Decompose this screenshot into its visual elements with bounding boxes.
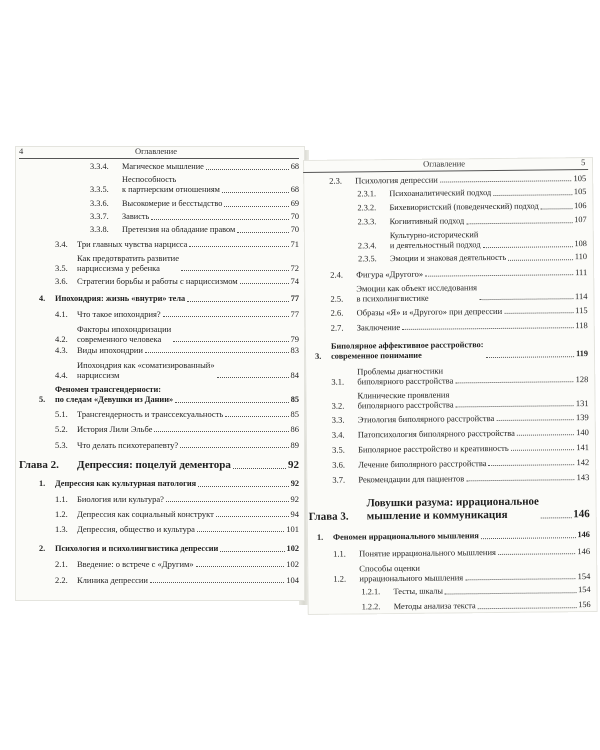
entry-page-number: 68 [290, 185, 299, 194]
dot-leader [173, 341, 288, 342]
dot-leader [478, 607, 577, 609]
entry-page-number: 105 [573, 173, 587, 184]
dot-leader [237, 232, 288, 233]
left-toc-entry [55, 360, 299, 380]
entry-page-number: 128 [575, 374, 589, 385]
entry-title: Методы анализа текста [393, 601, 476, 612]
entry-title: Ловушки разума: иррациональное мышление и коммуникация [366, 495, 539, 523]
dot-leader [541, 517, 571, 518]
entry-page-number: 85 [290, 409, 299, 419]
left-page [15, 146, 305, 601]
right-toc-entry [357, 187, 586, 199]
entry-title: Факторы ипохондризации современного человека [77, 324, 172, 344]
entry-page-number: 92 [290, 494, 299, 504]
entry-number: 3.3. [331, 414, 345, 425]
entry-title: Феномен трансгендерности: по следам «Девушки из Дании» [55, 385, 174, 404]
entry-page-number: 86 [290, 424, 299, 434]
dot-leader [222, 192, 289, 193]
entry-page-number: 119 [575, 349, 589, 359]
entry-number: 1.1. [333, 548, 346, 559]
entry-page-number: 146 [573, 508, 590, 521]
entry-title: Феномен иррационального мышления [332, 531, 479, 542]
dot-leader [145, 352, 289, 353]
right-toc-entry [332, 457, 589, 470]
left-toc-entry [55, 440, 299, 450]
entry-title: Культурно-исторический и деятельностный подход [389, 230, 481, 251]
right-toc-entry [333, 546, 590, 559]
entry-number: 3.4. [331, 429, 345, 440]
entry-page-number: 83 [290, 345, 299, 355]
left-toc-entry [19, 459, 299, 472]
entry-title: Психоаналитический подход [389, 188, 492, 199]
entry-title: Проблемы диагностики биполярного расстройства [357, 365, 454, 387]
entry-number: 3. [315, 351, 322, 361]
left-toc-entry [55, 253, 299, 273]
left-toc-entry [90, 175, 299, 195]
entry-number: 5. [39, 395, 46, 404]
left-toc-entry [55, 575, 299, 585]
dot-leader [166, 501, 289, 502]
entry-number: 2.3.2. [357, 203, 377, 213]
entry-title: Патопсихология биполярного расстройства [357, 427, 515, 440]
dot-leader [508, 259, 573, 261]
left-toc-entry [55, 345, 299, 355]
left-toc-entry [39, 385, 299, 405]
dot-leader [541, 208, 572, 209]
entry-page-number: 139 [575, 412, 589, 423]
left-toc-entry [55, 559, 299, 569]
left-page-header: Оглавление [135, 146, 177, 156]
dot-leader [189, 246, 288, 247]
entry-page-number: 77 [290, 309, 299, 319]
entry-page-number: 72 [290, 263, 299, 273]
entry-page-number: 106 [573, 201, 587, 211]
dot-leader [151, 219, 288, 220]
dot-leader [466, 479, 574, 481]
entry-title: Клинические проявления биполярного расстройства [357, 389, 454, 411]
entry-number: 2.5. [330, 293, 344, 304]
right-toc-entry [309, 495, 590, 524]
entry-title: Зависть [122, 212, 150, 221]
right-toc-entry [333, 561, 590, 584]
entry-number: 3.3.8. [90, 225, 109, 234]
entry-title: Биполярное расстройство и креативность [357, 442, 509, 455]
entry-number: 4.3. [55, 345, 68, 355]
entry-page-number: 111 [575, 267, 588, 278]
entry-title: Клиника депрессии [77, 575, 148, 585]
dot-leader [181, 270, 289, 271]
left-toc-entry [90, 199, 299, 209]
right-toc-entry [330, 281, 587, 304]
entry-number: 1.2. [55, 509, 68, 519]
entry-number: 2.4. [330, 269, 344, 280]
entry-number: 3.7. [332, 474, 346, 485]
left-toc-entry [55, 524, 299, 534]
dot-leader [225, 416, 288, 417]
dot-leader [483, 246, 573, 248]
right-page-number: 5 [580, 157, 586, 168]
entry-title: Стратегии борьбы и работы с нарциссизмом [77, 276, 238, 286]
entry-title: Что такое ипохондрия? [77, 309, 161, 319]
entry-number: 4. [39, 294, 46, 303]
entry-page-number: 89 [290, 440, 299, 450]
entry-number: 2.6. [330, 307, 344, 318]
dot-leader [187, 301, 289, 302]
entry-page-number: 85 [290, 395, 299, 404]
left-toc-entry [55, 494, 299, 504]
right-toc-entry [332, 472, 589, 485]
entry-title: Фигура «Другого» [356, 268, 424, 280]
dot-leader [402, 327, 573, 330]
dot-leader [217, 377, 289, 378]
entry-number: 1.2.1. [361, 587, 381, 597]
entry-number: Глава 3. [308, 510, 349, 523]
entry-title: Высокомерие и бесстыдство [122, 199, 223, 208]
entry-number: 3.3.5. [90, 185, 109, 194]
right-toc-entry [358, 229, 587, 251]
entry-title: Депрессия как социальный конструкт [77, 509, 214, 519]
entry-page-number: 154 [577, 571, 591, 582]
right-toc-entry [317, 530, 590, 543]
entry-number: 2.3.4. [357, 241, 377, 251]
right-toc-entry [329, 173, 586, 186]
entry-page-number: 68 [290, 162, 299, 171]
dot-leader [493, 194, 572, 196]
entry-number: 3.2. [331, 400, 345, 411]
dot-leader [233, 468, 286, 469]
left-toc-entry [55, 424, 299, 434]
entry-number: 3.5. [55, 263, 68, 273]
entry-page-number: 115 [575, 305, 588, 316]
left-toc-entry [39, 479, 299, 489]
entry-number: 3.4. [55, 239, 68, 249]
entry-title: Неспособность к партнерским отношениям [122, 175, 220, 194]
entry-title: Биполярное аффективное расстройство: современное понимание [330, 340, 484, 361]
entry-page-number: 92 [290, 479, 299, 488]
entry-page-number: 101 [286, 524, 299, 534]
entry-title: Три главных чувства нарцисса [77, 239, 188, 249]
entry-number: 3.3.7. [90, 212, 109, 221]
entry-number: 3.1. [331, 376, 345, 387]
entry-title: Бихевиористский (поведенческий) подход [389, 201, 539, 213]
entry-page-number: 71 [290, 239, 299, 249]
entry-title: Заключение [356, 321, 401, 333]
dot-leader [154, 431, 288, 432]
entry-number: 2.7. [330, 322, 344, 333]
dot-leader [445, 592, 576, 594]
left-header-rule [19, 158, 299, 159]
entry-page-number: 154 [578, 585, 591, 595]
entry-page-number: 110 [574, 252, 588, 262]
right-toc-entry [330, 267, 587, 280]
entry-title: Биология или культура? [77, 494, 164, 504]
entry-page-number: 105 [573, 187, 587, 197]
entry-title: Эмоции и знаковая деятельность [389, 252, 507, 264]
entry-page-number: 79 [290, 334, 299, 344]
entry-page-number: 69 [290, 199, 299, 208]
left-toc-entry [55, 324, 299, 344]
entry-page-number: 104 [286, 575, 299, 585]
right-toc-entry [332, 412, 589, 425]
dot-leader [498, 553, 575, 555]
right-header-rule [303, 169, 588, 173]
entry-number: 1.2.2. [361, 602, 381, 612]
left-toc-entry [90, 162, 299, 172]
entry-number: 3.3.4. [90, 162, 109, 171]
entry-number: 5.2. [55, 424, 68, 434]
entry-page-number: 142 [576, 457, 590, 468]
entry-title: Лечение биполярного расстройства [358, 458, 487, 470]
dot-leader [224, 206, 288, 207]
entry-title: Этиология биполярного расстройства [357, 413, 495, 425]
left-toc-entry [90, 225, 299, 235]
dot-leader [163, 316, 289, 317]
entry-page-number: 107 [574, 215, 587, 225]
left-toc-entry [90, 212, 299, 222]
left-toc-entry [55, 409, 299, 419]
entry-page-number: 118 [575, 320, 588, 331]
right-toc-entry [361, 585, 590, 597]
left-toc-entry [39, 294, 299, 304]
dot-leader [220, 551, 284, 552]
dot-leader [196, 566, 285, 567]
dot-leader [517, 434, 574, 436]
right-toc-entry [332, 427, 589, 440]
entry-title: Введение: о встрече с «Другим» [77, 559, 194, 569]
entry-number: 2.3.1. [357, 189, 377, 199]
right-toc-entry [315, 339, 588, 362]
right-page [303, 157, 598, 615]
entry-title: Психология депрессии [355, 174, 438, 186]
dot-leader [206, 169, 289, 170]
entry-page-number: 146 [577, 546, 591, 557]
entry-number: 1. [316, 532, 324, 542]
entry-title: Ипохондрия как «соматизированный» нарциссизм [77, 360, 215, 380]
dot-leader [496, 419, 574, 421]
entry-number: 3.5. [331, 444, 345, 455]
entry-page-number: 143 [576, 472, 590, 483]
entry-page-number: 108 [574, 239, 587, 249]
entry-number: 2.3. [329, 175, 343, 186]
entry-page-number: 102 [286, 544, 299, 553]
entry-title: Что делать психотерапевту? [77, 440, 179, 450]
entry-number: 3.6. [332, 459, 345, 470]
entry-title: Эмоции как объект исследования в психолингвистике [356, 282, 478, 304]
dot-leader [175, 402, 289, 403]
right-toc-entry [357, 201, 586, 213]
entry-page-number: 77 [290, 294, 299, 303]
entry-title: Депрессия как культурная патология [55, 479, 197, 488]
entry-page-number: 70 [290, 212, 299, 221]
dot-leader [479, 298, 573, 300]
dot-leader [216, 516, 289, 517]
entry-title: Депрессия: поцелуй дементора [77, 459, 231, 471]
entry-page-number: 84 [290, 370, 299, 380]
right-page-header: Оглавление [422, 158, 466, 169]
entry-page-number: 114 [574, 291, 588, 302]
dot-leader [425, 274, 573, 277]
entry-page-number: 156 [578, 600, 591, 610]
entry-number: 5.3. [55, 440, 68, 450]
dot-leader [466, 222, 572, 224]
dot-leader [440, 180, 572, 182]
entry-title: Трансгендерность и транссексуальность [77, 409, 224, 419]
left-toc-entry [55, 309, 299, 319]
entry-number: 2.1. [55, 559, 68, 569]
right-toc-entry [358, 252, 587, 264]
entry-number: 2.2. [55, 575, 68, 585]
dot-leader [180, 447, 288, 448]
dot-leader [481, 537, 576, 539]
left-page-number: 4 [19, 146, 24, 156]
entry-number: 1.1. [55, 494, 68, 504]
entry-title: Психология и психолингвистика депрессии [55, 544, 219, 553]
entry-title: Когнитивный подход [389, 216, 465, 227]
entry-number: 3.6. [55, 276, 68, 286]
entry-title: Депрессия, общество и культура [77, 524, 195, 534]
left-toc-entry [39, 544, 299, 554]
dot-leader [465, 578, 575, 580]
right-toc-entry [362, 600, 591, 612]
dot-leader [198, 486, 289, 487]
dot-leader [486, 356, 574, 358]
right-toc-entry [331, 388, 588, 411]
entry-title: Образы «Я» и «Другого» при депрессии [356, 305, 503, 318]
entry-number: 4.1. [55, 309, 68, 319]
entry-title: История Лили Эльбе [77, 424, 153, 434]
right-toc-entry [331, 320, 588, 333]
entry-page-number: 146 [577, 530, 590, 540]
entry-page-number: 94 [290, 509, 299, 519]
right-toc-entry [332, 442, 589, 455]
entry-number: 4.4. [55, 370, 68, 380]
dot-leader [504, 312, 573, 314]
entry-page-number: 74 [290, 276, 299, 286]
dot-leader [197, 531, 284, 532]
entry-page-number: 141 [576, 442, 590, 453]
entry-page-number: 92 [288, 459, 299, 471]
dot-leader [455, 381, 573, 383]
entry-page-number: 70 [290, 225, 299, 234]
entry-number: 1.2. [333, 573, 347, 584]
left-toc-entry [55, 509, 299, 519]
entry-number: 2.3.5. [357, 254, 377, 264]
entry-number: 4.2. [55, 334, 68, 344]
entry-page-number: 131 [575, 398, 589, 409]
entry-title: Ипохондрия: жизнь «внутри» тела [55, 294, 186, 303]
entry-number: 2. [39, 544, 46, 553]
entry-number: 2.3.3. [357, 217, 377, 227]
right-toc-entry [358, 215, 587, 227]
dot-leader [456, 405, 574, 407]
dot-leader [489, 464, 575, 466]
entry-title: Претензия на обладание правом [122, 225, 236, 234]
entry-number: 1. [39, 479, 46, 488]
left-toc-entry [55, 276, 299, 286]
entry-page-number: 102 [286, 559, 299, 569]
entry-title: Виды ипохондрии [77, 345, 143, 355]
entry-title: Магическое мышление [122, 162, 204, 171]
dot-leader [240, 283, 289, 284]
entry-number: 3.3.6. [90, 199, 109, 208]
entry-title: Понятие иррационального мышления [359, 547, 496, 559]
entry-page-number: 140 [576, 427, 589, 438]
left-toc-entry [55, 239, 299, 249]
entry-number: 5.1. [55, 409, 68, 419]
entry-title: Рекомендации для пациентов [358, 473, 465, 485]
entry-title: Тесты, шкалы [393, 586, 444, 597]
right-toc-entry [331, 305, 588, 318]
right-toc-entry [331, 364, 588, 387]
entry-number: Глава 2. [19, 459, 59, 471]
entry-title: Как предотвратить развитие нарциссизма у ребенка [77, 253, 179, 273]
dot-leader [511, 449, 575, 451]
dot-leader [150, 582, 284, 583]
entry-number: 1.3. [55, 524, 68, 534]
entry-title: Способы оценки иррационального мышления [359, 562, 464, 584]
